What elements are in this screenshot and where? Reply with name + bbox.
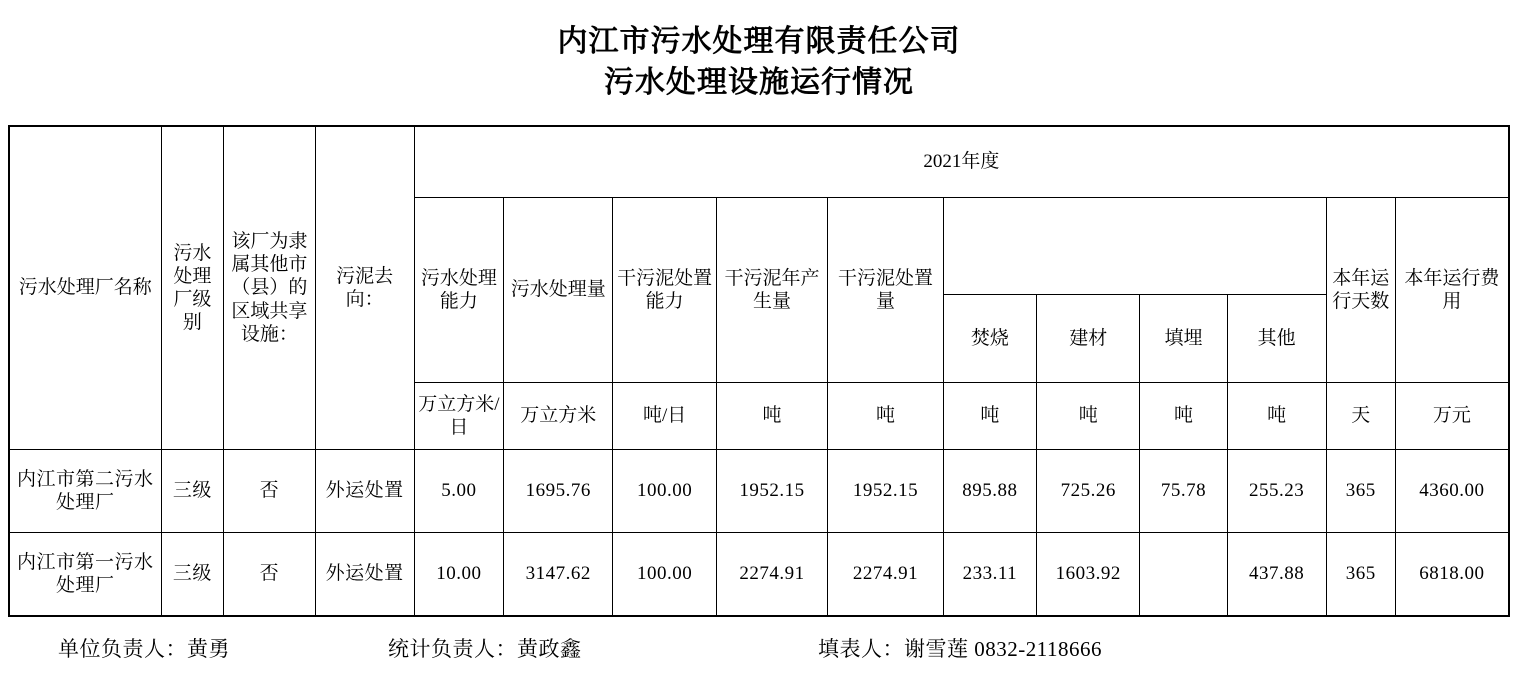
cell-building-material: 1603.92 bbox=[1037, 533, 1140, 617]
cell-shared-facility: 否 bbox=[224, 533, 315, 617]
cell-dry-sludge-annual: 1952.15 bbox=[716, 450, 827, 533]
header-other: 其他 bbox=[1227, 295, 1326, 383]
cell-plant-level: 三级 bbox=[161, 450, 224, 533]
unit-operating-cost: 万元 bbox=[1395, 383, 1509, 450]
header-building-material: 建材 bbox=[1037, 295, 1140, 383]
cell-operating-days: 365 bbox=[1326, 533, 1395, 617]
cell-dry-sludge-capacity: 100.00 bbox=[613, 450, 716, 533]
header-treat-volume: 污水处理量 bbox=[504, 198, 613, 383]
title-line-1: 内江市污水处理有限责任公司 bbox=[557, 25, 961, 58]
unit-dry-sludge-capacity: 吨/日 bbox=[613, 383, 716, 450]
table-container bbox=[8, 125, 1510, 617]
table-header-row-year bbox=[9, 126, 1509, 198]
footer-unit-manager: 单位负责人：黄勇 bbox=[58, 637, 230, 661]
header-operating-cost: 本年运行费用 bbox=[1395, 198, 1509, 383]
cell-treat-capacity: 5.00 bbox=[414, 450, 503, 533]
header-operating-days: 本年运行天数 bbox=[1326, 198, 1395, 383]
cell-operating-cost: 4360.00 bbox=[1395, 450, 1509, 533]
cell-dry-sludge-disposed: 2274.91 bbox=[828, 533, 944, 617]
unit-treat-volume: 万立方米 bbox=[504, 383, 613, 450]
document-footer bbox=[0, 633, 1518, 663]
unit-incineration: 吨 bbox=[943, 383, 1036, 450]
unit-landfill: 吨 bbox=[1140, 383, 1227, 450]
unit-dry-sludge-annual: 吨 bbox=[716, 383, 827, 450]
unit-building-material: 吨 bbox=[1037, 383, 1140, 450]
cell-treat-capacity: 10.00 bbox=[414, 533, 503, 617]
cell-operating-days: 365 bbox=[1326, 450, 1395, 533]
cell-dry-sludge-annual: 2274.91 bbox=[716, 533, 827, 617]
unit-other: 吨 bbox=[1227, 383, 1326, 450]
wastewater-facility-table bbox=[8, 125, 1510, 617]
cell-sludge-destination: 外运处置 bbox=[315, 450, 414, 533]
header-sludge-destination: 污泥去向： bbox=[315, 126, 414, 450]
cell-incineration: 233.11 bbox=[943, 533, 1036, 617]
cell-dry-sludge-capacity: 100.00 bbox=[613, 533, 716, 617]
header-shared-facility: 该厂为隶属其他市（县）的区域共享设施： bbox=[224, 126, 315, 450]
title-line-2: 污水处理设施运行情况 bbox=[604, 65, 914, 99]
header-dry-sludge-disposed: 干污泥处置量 bbox=[828, 198, 944, 383]
header-incineration: 焚烧 bbox=[943, 295, 1036, 383]
cell-sludge-destination: 外运处置 bbox=[315, 533, 414, 617]
header-year: 2021年度 bbox=[414, 126, 1509, 198]
cell-landfill: 75.78 bbox=[1140, 450, 1227, 533]
cell-other: 437.88 bbox=[1227, 533, 1326, 617]
header-disposal-group-spacer bbox=[943, 198, 1326, 295]
cell-other: 255.23 bbox=[1227, 450, 1326, 533]
header-dry-sludge-annual: 干污泥年产生量 bbox=[716, 198, 827, 383]
cell-incineration: 895.88 bbox=[943, 450, 1036, 533]
document-title bbox=[0, 0, 1518, 103]
table-row bbox=[9, 533, 1509, 617]
footer-stat-manager: 统计负责人：黄政鑫 bbox=[388, 637, 582, 661]
cell-landfill bbox=[1140, 533, 1227, 617]
cell-operating-cost: 6818.00 bbox=[1395, 533, 1509, 617]
cell-building-material: 725.26 bbox=[1037, 450, 1140, 533]
cell-treat-volume: 1695.76 bbox=[504, 450, 613, 533]
cell-shared-facility: 否 bbox=[224, 450, 315, 533]
footer-form-filler: 填表人：谢雪莲 0832-2118666 bbox=[818, 637, 1102, 661]
table-row bbox=[9, 450, 1509, 533]
header-dry-sludge-capacity: 干污泥处置能力 bbox=[613, 198, 716, 383]
unit-treat-capacity: 万立方米/日 bbox=[414, 383, 503, 450]
header-treat-capacity: 污水处理能力 bbox=[414, 198, 503, 383]
header-plant-level: 污水处理厂级别 bbox=[161, 126, 224, 450]
cell-dry-sludge-disposed: 1952.15 bbox=[828, 450, 944, 533]
unit-operating-days: 天 bbox=[1326, 383, 1395, 450]
header-plant-name: 污水处理厂名称 bbox=[9, 126, 161, 450]
cell-treat-volume: 3147.62 bbox=[504, 533, 613, 617]
cell-plant-name: 内江市第二污水处理厂 bbox=[9, 450, 161, 533]
cell-plant-level: 三级 bbox=[161, 533, 224, 617]
unit-dry-sludge-disposed: 吨 bbox=[828, 383, 944, 450]
cell-plant-name: 内江市第一污水处理厂 bbox=[9, 533, 161, 617]
header-landfill: 填埋 bbox=[1140, 295, 1227, 383]
